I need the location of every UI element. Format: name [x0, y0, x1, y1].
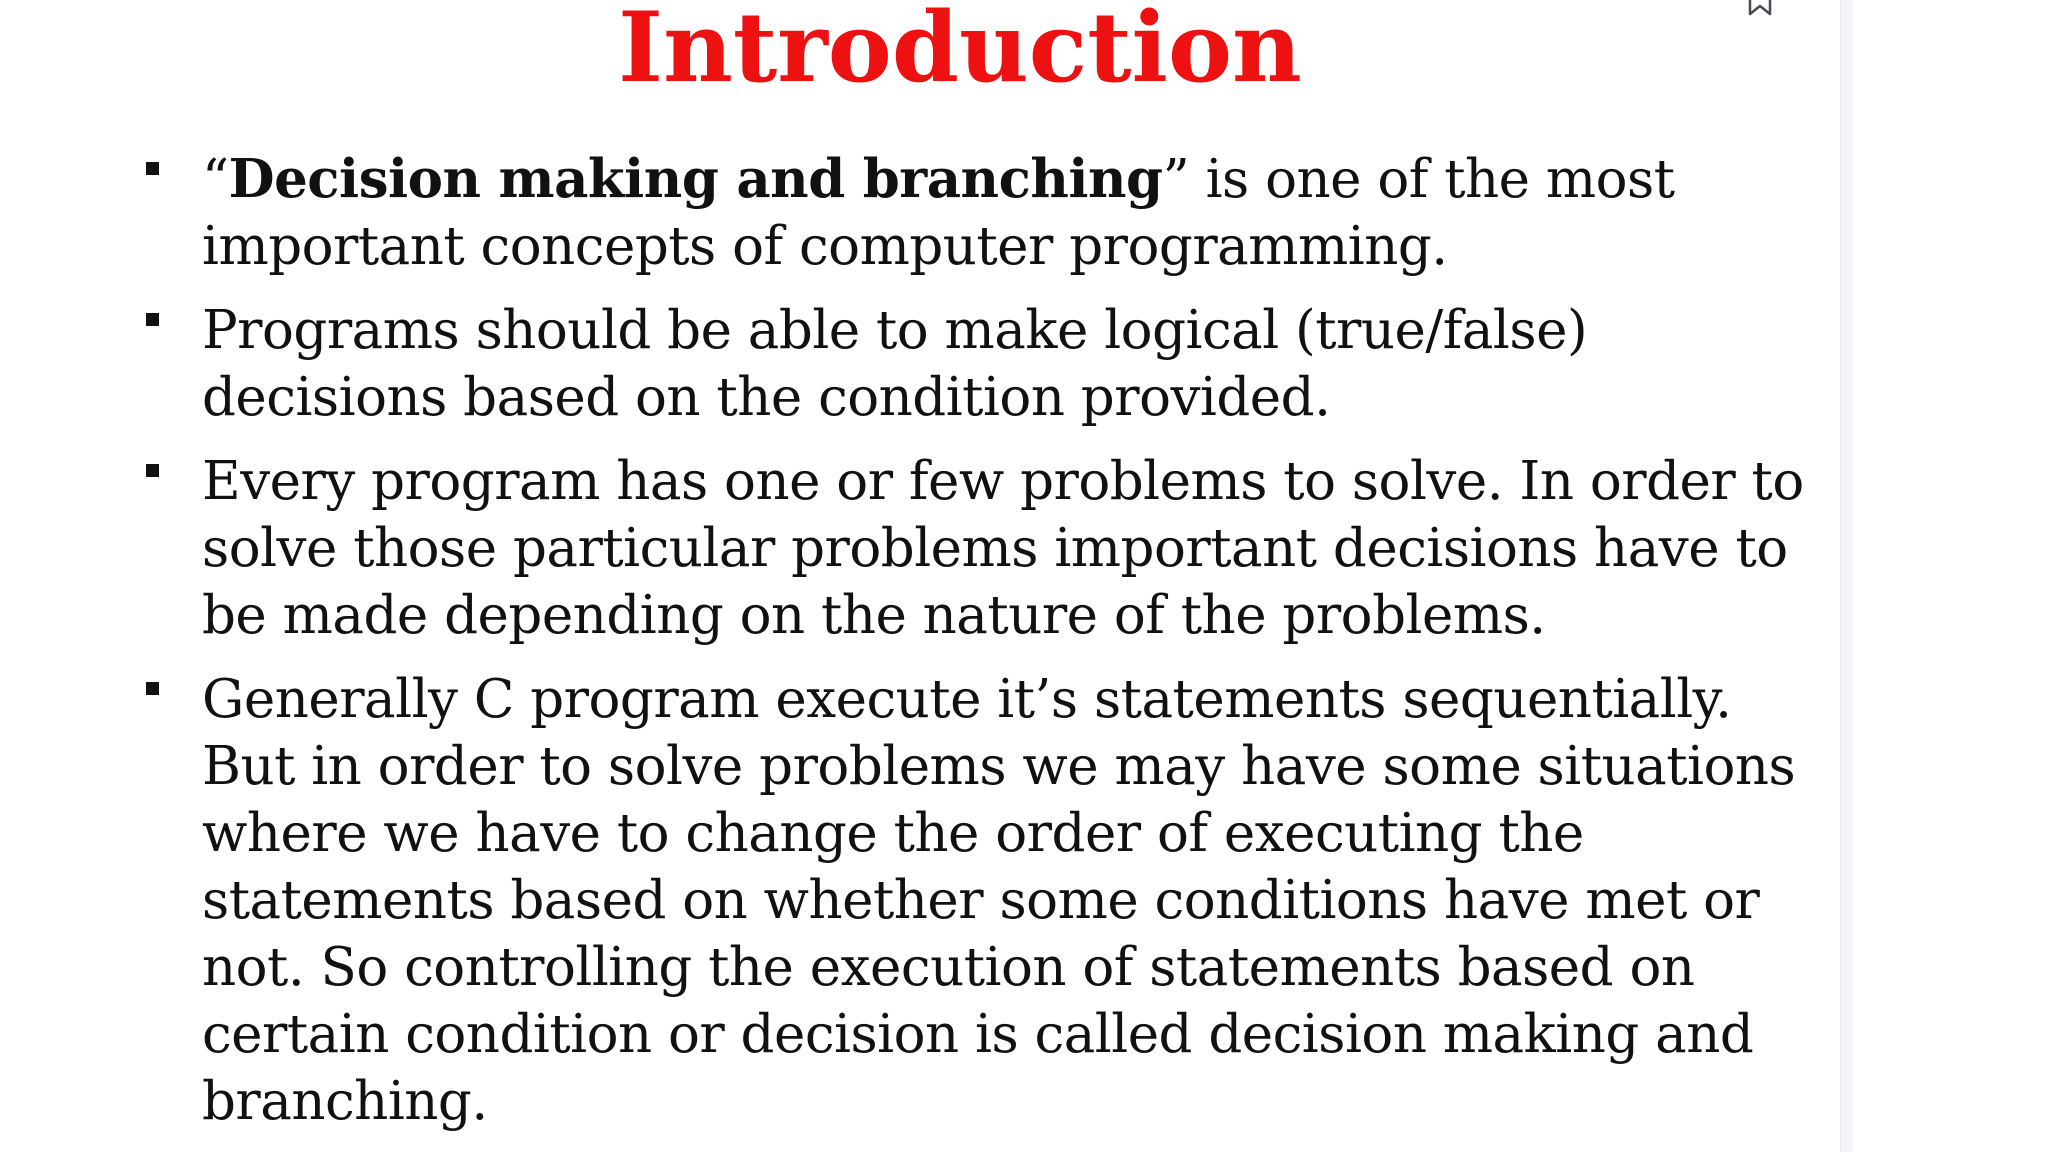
bullet-square-icon [146, 313, 159, 326]
bullet-open-quote: “ [202, 149, 229, 210]
bullet-close-quote: ” [1162, 149, 1190, 210]
bullet-list [138, 146, 1828, 1152]
bullet-text: is one of the most important concepts of computer programming. [202, 149, 1675, 277]
bullet-item [138, 666, 1828, 1135]
bookmark-icon[interactable] [1745, 0, 1775, 18]
bullet-item [138, 146, 1828, 280]
bullet-square-icon [146, 682, 159, 695]
bullet-bold-phrase: Decision making and branching [228, 148, 1163, 210]
bullet-item [138, 448, 1828, 649]
bullet-text: Generally C program execute it’s statements sequentially. But in order to solve problems we may have some situations where we have to change the order of executing the statements based on whether some conditions have met or not. So controlling the execution of statements based on certain condition or decision is called decision making and branching. [202, 669, 1796, 1132]
bullet-text: Every program has one or few problems to solve. In order to solve those particular problems important decisions have to be made depending on the nature of the problems. [202, 451, 1804, 646]
slide-title: Introduction [618, 0, 1302, 104]
bullet-square-icon [146, 464, 159, 477]
bullet-square-icon [146, 162, 159, 175]
side-panel [1853, 0, 2048, 1152]
bullet-item [138, 297, 1828, 431]
viewer-scroll-gutter[interactable] [1840, 0, 1853, 1152]
bullet-text: Programs should be able to make logical (true/false) decisions based on the condition provided. [202, 300, 1588, 428]
